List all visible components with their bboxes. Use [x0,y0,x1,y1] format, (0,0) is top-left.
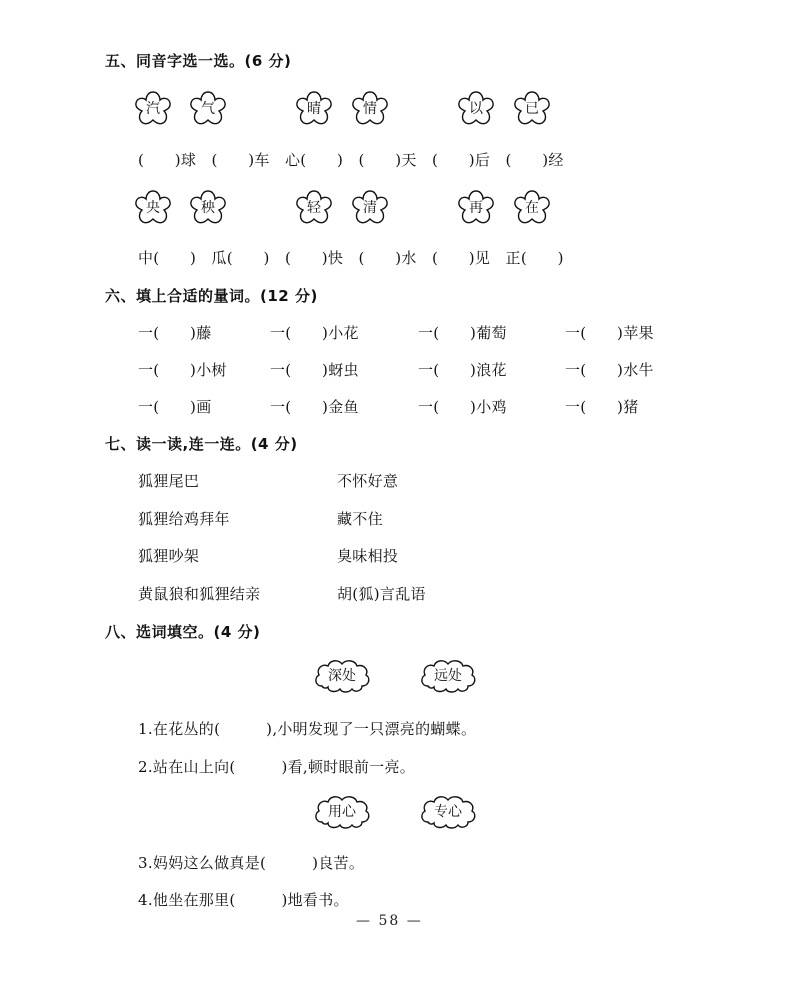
word-cloud [418,656,478,696]
fill-question-4[interactable]: 4.他坐在那里( )地看书。 [138,891,349,909]
match-right-item[interactable]: 臭味相投 [337,547,399,565]
word-option: 专心 [434,804,462,820]
flower-char [456,188,496,228]
homophone-char: 气 [201,101,215,117]
flower-char [456,89,496,129]
section8-title: 八、选词填空。(4 分) [105,623,261,641]
word-cloud [312,792,372,832]
homophone-char: 汽 [146,101,160,117]
word-option: 用心 [328,804,356,820]
homophone-char: 轻 [307,200,321,216]
homophone-char: 晴 [307,101,321,117]
flower-char [294,89,334,129]
match-right-item[interactable]: 胡(狐)言乱语 [337,585,426,603]
flower-char [133,188,173,228]
flower-char [294,188,334,228]
fill-question-1[interactable]: 1.在花丛的( ),小明发现了一只漂亮的蝴蝶。 [138,720,477,738]
word-option: 远处 [434,668,462,684]
match-left-item[interactable]: 狐狸吵架 [138,547,200,565]
section5-row2-blanks: 中( ) 瓜( ) ( )快 ( )水 ( )见 正( ) [138,249,564,267]
measure-item: 一( )苹果 [565,324,654,342]
measure-item: 一( )金鱼 [270,398,359,416]
homophone-char: 情 [363,101,377,117]
flower-char [133,89,173,129]
flower-char [188,89,228,129]
measure-item: 一( )小鸡 [418,398,507,416]
page-number: — 58 — [356,913,423,929]
section6-title: 六、填上合适的量词。(12 分) [105,287,318,305]
flower-char [512,89,552,129]
measure-item: 一( )水牛 [565,361,654,379]
match-left-item[interactable]: 狐狸尾巴 [138,472,200,490]
homophone-char: 央 [146,200,160,216]
word-option: 深处 [328,668,356,684]
measure-item: 一( )小树 [138,361,227,379]
section7-title: 七、读一读,连一连。(4 分) [105,435,298,453]
homophone-char: 清 [363,200,377,216]
match-right-item[interactable]: 不怀好意 [337,472,399,490]
homophone-char: 秧 [201,200,215,216]
section5-title: 五、同音字选一选。(6 分) [105,52,292,70]
measure-item: 一( )蚜虫 [270,361,359,379]
measure-item: 一( )浪花 [418,361,507,379]
measure-item: 一( )猪 [565,398,639,416]
fill-question-2[interactable]: 2.站在山上向( )看,顿时眼前一亮。 [138,758,416,776]
homophone-char: 在 [525,200,539,216]
homophone-char: 以 [469,101,483,117]
homophone-char: 再 [469,200,483,216]
word-cloud [418,792,478,832]
measure-item: 一( )画 [138,398,212,416]
match-left-item[interactable]: 狐狸给鸡拜年 [138,510,230,528]
flower-char [188,188,228,228]
fill-question-3[interactable]: 3.妈妈这么做真是( )良苦。 [138,854,365,872]
flower-char [512,188,552,228]
measure-item: 一( )藤 [138,324,212,342]
measure-item: 一( )葡萄 [418,324,507,342]
flower-char [350,188,390,228]
match-right-item[interactable]: 藏不住 [337,510,383,528]
measure-item: 一( )小花 [270,324,359,342]
word-cloud [312,656,372,696]
section5-row1-blanks: ( )球 ( )车 心( ) ( )天 ( )后 ( )经 [138,151,564,169]
homophone-char: 已 [525,101,539,117]
flower-char [350,89,390,129]
match-left-item[interactable]: 黄鼠狼和狐狸结亲 [138,585,261,603]
